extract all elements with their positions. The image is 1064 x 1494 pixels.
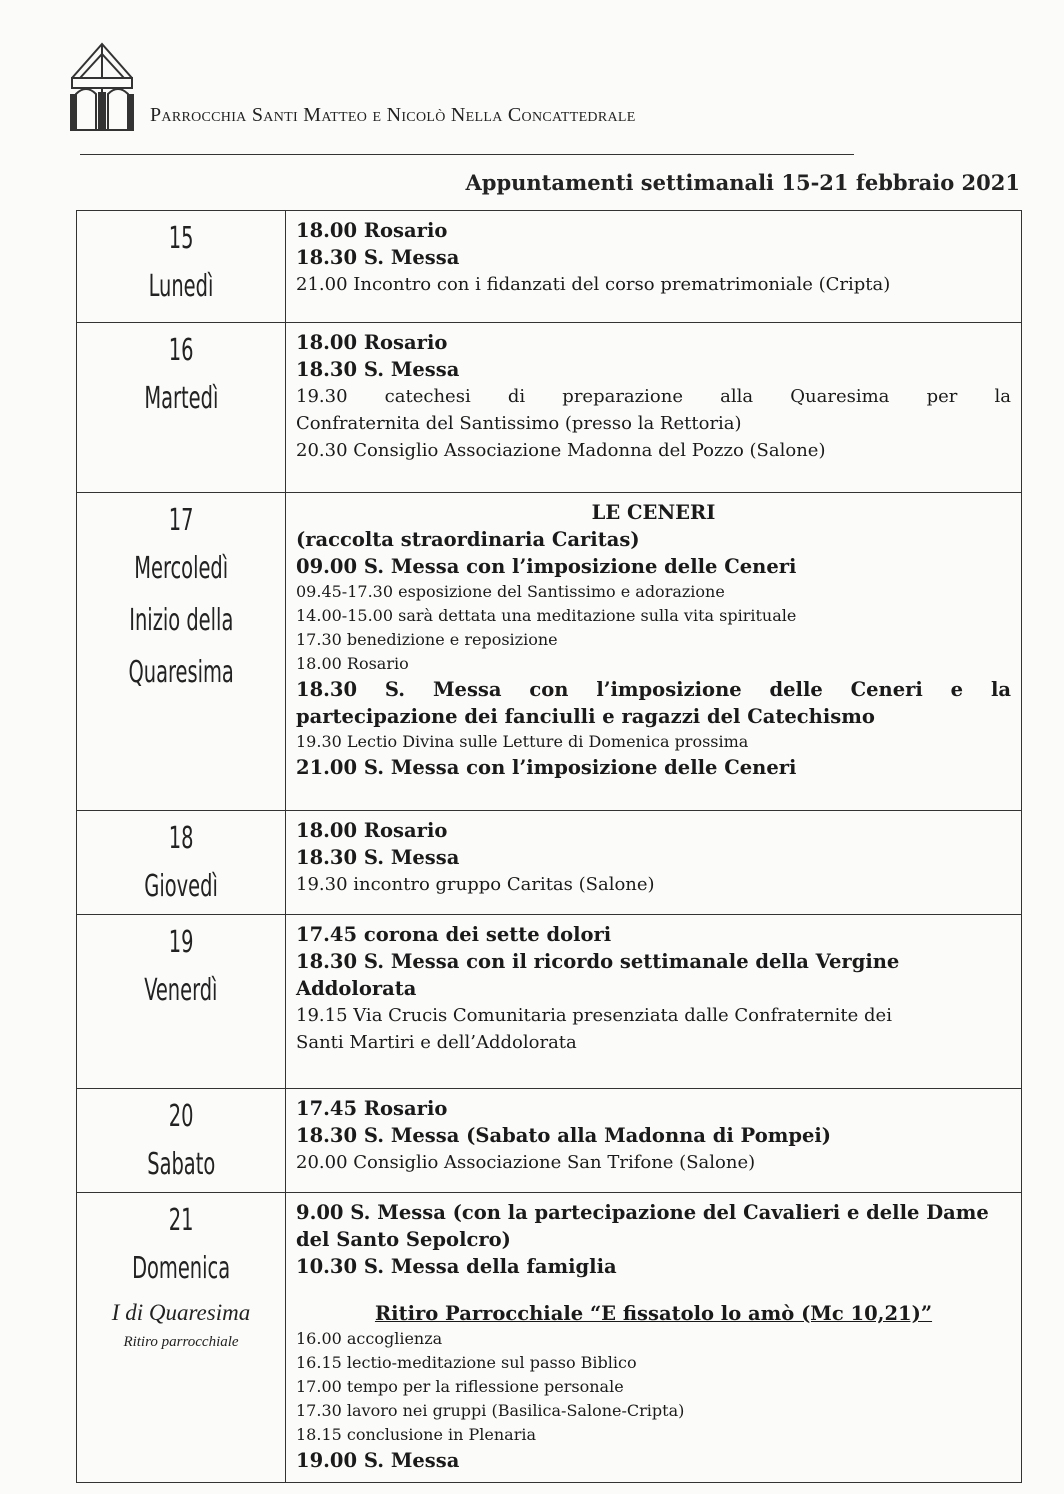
day-cell xyxy=(77,211,286,323)
day-cell xyxy=(77,1089,286,1193)
events-cell xyxy=(286,323,1022,493)
event-line: 18.00 Rosario xyxy=(296,819,448,842)
event-line: 18.30 S. Messa xyxy=(296,846,460,869)
day-name: Sabato xyxy=(146,1147,215,1182)
events-cell xyxy=(286,493,1022,811)
event-line: 18.30 S. Messa (Sabato alla Madonna di Pompei) xyxy=(296,1124,832,1147)
day-number: 19 xyxy=(168,925,194,960)
day-cell xyxy=(77,493,286,811)
event-line: 18.00 Rosario xyxy=(296,219,448,242)
day-name: Domenica xyxy=(131,1251,231,1286)
event-line: 16.00 accoglienza xyxy=(296,1329,443,1348)
day-number: 18 xyxy=(168,821,194,856)
schedule-row xyxy=(77,493,1022,811)
event-line: 20.30 Consiglio Associazione Madonna del Pozzo (Salone) xyxy=(296,440,826,461)
event-line: 09.45-17.30 esposizione del Santissimo e adorazione xyxy=(296,582,725,601)
day-cell xyxy=(77,915,286,1089)
day-note: Quaresima xyxy=(128,655,234,690)
event-line: 18.30 S. Messa con il ricordo settimanale della Vergine xyxy=(296,950,900,973)
event-line: 17.45 corona dei sette dolori xyxy=(296,923,612,946)
events-cell xyxy=(286,811,1022,915)
day-name: Venerdì xyxy=(144,973,218,1008)
event-line: 19.30 Lectio Divina sulle Letture di Domenica prossima xyxy=(296,732,749,751)
day-subtitle: I di Quaresima xyxy=(111,1300,251,1325)
spacer xyxy=(296,1280,1011,1300)
day-number: 15 xyxy=(168,221,194,256)
schedule-row xyxy=(77,915,1022,1089)
day-number: 16 xyxy=(168,333,194,368)
event-line: 18.00 Rosario xyxy=(296,654,409,673)
event-line: 17.30 lavoro nei gruppi (Basilica-Salone-Cripta) xyxy=(296,1401,685,1420)
church-logo-icon xyxy=(62,38,142,134)
event-line: Addolorata xyxy=(296,977,417,1000)
day-name: Martedì xyxy=(144,381,218,416)
parish-name: Parrocchia Santi Matteo e Nicolò Nella Concattedrale xyxy=(150,104,636,126)
day-name: Lunedì xyxy=(148,269,214,304)
event-line: 9.00 S. Messa (con la partecipazione del Cavalieri e delle Dame xyxy=(296,1201,989,1224)
event-line: 18.00 Rosario xyxy=(296,331,448,354)
schedule-row xyxy=(77,1193,1022,1483)
schedule-row xyxy=(77,811,1022,915)
page-title: Appuntamenti settimanali 15-21 febbraio 2021 xyxy=(465,170,1020,195)
day-name: Mercoledì xyxy=(134,551,228,586)
schedule-row xyxy=(77,323,1022,493)
event-line: 17.30 benedizione e reposizione xyxy=(296,630,558,649)
day-cell xyxy=(77,323,286,493)
day-number: 21 xyxy=(168,1203,194,1238)
event-line: (raccolta straordinaria Caritas) xyxy=(296,528,640,551)
day-small-note: Ritiro parrocchiale xyxy=(123,1334,239,1350)
event-line: 19.30 catechesi di preparazione alla Quaresima per la xyxy=(296,386,1011,407)
event-line: 19.15 Via Crucis Comunitaria presenziata dalle Confraternite dei xyxy=(296,1005,892,1026)
day-name: Giovedì xyxy=(144,869,218,904)
event-line: 19.00 S. Messa xyxy=(296,1449,460,1472)
header-divider xyxy=(80,154,854,155)
event-line: 18.30 S. Messa con l’imposizione delle Ceneri e la xyxy=(296,678,1011,701)
event-line: 16.15 lectio-meditazione sul passo Biblico xyxy=(296,1353,637,1372)
event-line: Ritiro Parrocchiale “E fissatolo lo amò (Mc 10,21)” xyxy=(374,1302,933,1325)
events-cell xyxy=(286,211,1022,323)
events-cell xyxy=(286,1193,1022,1483)
event-line: 17.00 tempo per la riflessione personale xyxy=(296,1377,624,1396)
day-cell xyxy=(77,811,286,915)
event-line: partecipazione dei fanciulli e ragazzi del Catechismo xyxy=(296,705,875,728)
event-line: 17.45 Rosario xyxy=(296,1097,448,1120)
event-line: Santi Martiri e dell’Addolorata xyxy=(296,1032,577,1053)
page-header xyxy=(62,38,862,138)
event-line: 21.00 S. Messa con l’imposizione delle Ceneri xyxy=(296,756,797,779)
event-line: 18.30 S. Messa xyxy=(296,358,460,381)
event-line: LE CENERI xyxy=(591,501,716,524)
event-line: 14.00-15.00 sarà dettata una meditazione sulla vita spirituale xyxy=(296,606,797,625)
day-cell xyxy=(77,1193,286,1483)
event-line: 19.30 incontro gruppo Caritas (Salone) xyxy=(296,874,655,895)
schedule-row xyxy=(77,211,1022,323)
event-line: 09.00 S. Messa con l’imposizione delle Ceneri xyxy=(296,555,797,578)
event-line: Confraternita del Santissimo (presso la Rettoria) xyxy=(296,413,742,434)
schedule-row xyxy=(77,1089,1022,1193)
event-line: 18.15 conclusione in Plenaria xyxy=(296,1425,536,1444)
weekly-schedule-table xyxy=(76,210,1022,1483)
day-number: 20 xyxy=(168,1099,194,1134)
day-number: 17 xyxy=(168,503,194,538)
events-cell xyxy=(286,1089,1022,1193)
events-cell xyxy=(286,915,1022,1089)
event-line: 10.30 S. Messa della famiglia xyxy=(296,1255,617,1278)
event-line: del Santo Sepolcro) xyxy=(296,1228,511,1251)
day-note: Inizio della xyxy=(128,603,234,638)
event-line: 21.00 Incontro con i fidanzati del corso prematrimoniale (Cripta) xyxy=(296,274,891,295)
event-line: 18.30 S. Messa xyxy=(296,246,460,269)
event-line: 20.00 Consiglio Associazione San Trifone (Salone) xyxy=(296,1152,756,1173)
